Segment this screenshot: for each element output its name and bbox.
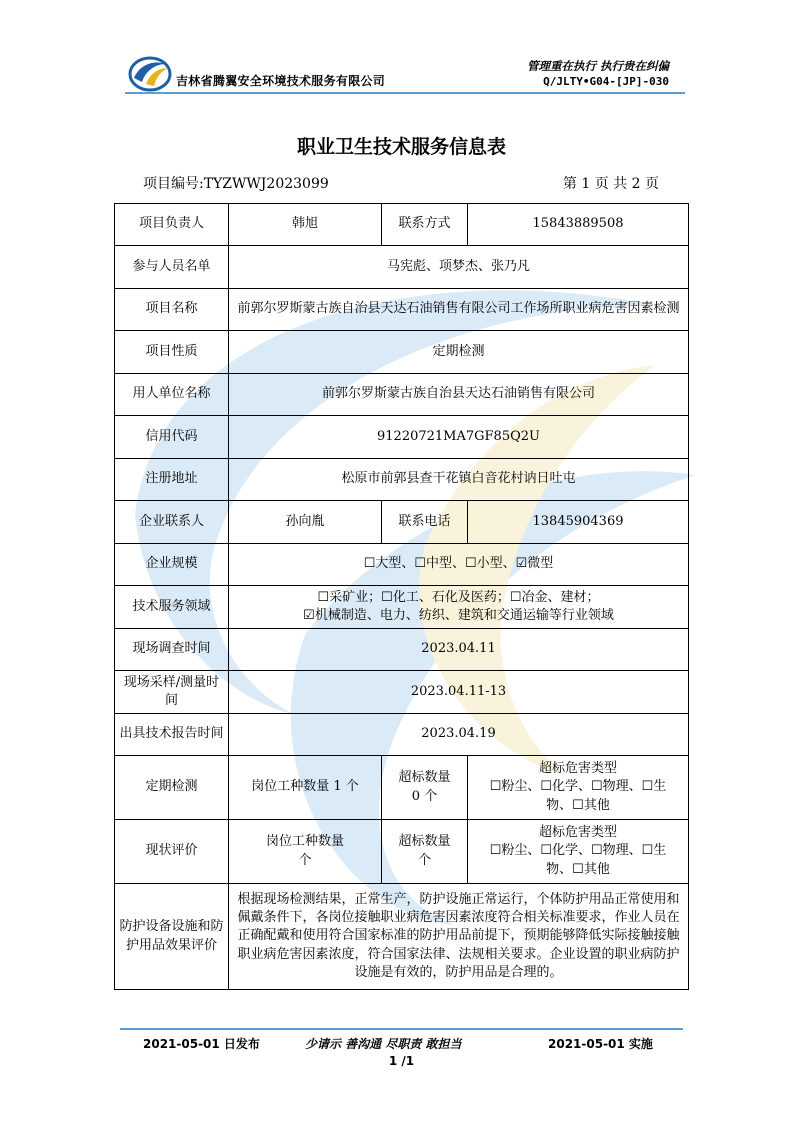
phone-value: 13845904369 [468,501,689,544]
company-name: 吉林省腾翼安全环境技术服务有限公司 [176,74,386,88]
sampling-time-value: 2023.04.11-13 [229,671,689,714]
table-row [115,586,689,629]
page-title: 职业卫生技术服务信息表 [296,136,506,158]
table-row [115,756,689,820]
status-posts [229,820,382,884]
status-eval-label: 现状评价 [115,820,229,884]
employer-value: 前郭尔罗斯蒙古族自治县天达石油销售有限公司 [229,374,689,416]
status-hazard-title: 超标危害类型 [538,825,617,841]
project-number: 项目编号:TYZWWJ2023099 [143,176,329,192]
address-label: 注册地址 [115,459,229,501]
table-row [115,246,689,289]
table-row [115,544,689,586]
table-row [115,204,689,246]
implement-date: 2021-05-01 实施 [548,1037,653,1051]
periodic-posts: 岗位工种数量 1 个 [229,756,382,820]
status-posts-unit: 个 [298,852,312,868]
scale-label: 企业规模 [115,544,229,586]
project-name-label: 项目名称 [115,289,229,331]
scale-value: ☐大型、☐中型、☐小型、☑微型 [229,544,689,586]
footer-motto: 少请示 善沟通 尽职责 敢担当 [305,1037,462,1051]
service-field-line: ☑机械制造、电力、纺织、建筑和交通运输等行业领域 [303,608,614,623]
contact-label: 联系方式 [382,204,468,246]
periodic-hazard-title: 超标危害类型 [538,761,617,777]
employer-label: 用人单位名称 [115,374,229,416]
status-posts-label: 岗位工种数量 [265,834,344,850]
nature-value: 定期检测 [229,331,689,374]
info-table [114,203,689,990]
protection-eval-value: 根据现场检测结果，正常生产，防护设施正常运行，个体防护用品正常使用和佩戴条件下，各岗位接触职业病危害因素浓度符合相关标准要求，作业人员在正确配戴和使用符合国家标准的防护用品前提下，预期能够降低实际接触接触职业病危害因素浓度，符合国家法律、法规相关要求。企业设置的职业病防护设施是有效的，防护用品是合理的。 [229,884,689,990]
service-field-line: ☐采矿业；☐化工、石化及医药；☐冶金、建材； [317,589,600,605]
members-label: 参与人员名单 [115,246,229,289]
credit-code-label: 信用代码 [115,416,229,459]
status-hazard-types [468,820,689,884]
table-row [115,374,689,416]
members-value: 马宪彪、项梦杰、张乃凡 [229,246,689,289]
company-logo-icon [128,54,172,92]
page-count: 第 1 页 共 2 页 [562,176,659,192]
credit-code-value: 91220721MA7GF85Q2U [229,416,689,459]
address-value: 松原市前郭县查干花镇白音花村讷日吐屯 [229,459,689,501]
periodic-exceed [382,756,468,820]
status-hazard-options: 物、☐其他 [546,861,610,877]
table-row [115,289,689,331]
document-code: Q/JLTY•G04-[JP]-030 [543,75,669,88]
enterprise-contact-label: 企业联系人 [115,501,229,544]
table-row [115,501,689,544]
periodic-exceed-count: 0 个 [411,788,438,804]
table-row [115,671,689,714]
table-row [115,714,689,756]
survey-time-label: 现场调查时间 [115,629,229,671]
status-hazard-options: ☐粉尘、☐化学、☐物理、☐生 [489,843,667,859]
footer-divider [120,1028,683,1030]
sampling-time-label: 现场采样/测量时间 [115,671,229,714]
status-exceed-unit: 个 [417,852,431,868]
periodic-hazard-options: 物、☐其他 [546,797,610,813]
leader-label: 项目负责人 [115,204,229,246]
table-row [115,884,689,990]
service-field-value [229,586,689,629]
protection-eval-label: 防护设备设施和防护用品效果评价 [115,884,229,990]
report-time-value: 2023.04.19 [229,714,689,756]
table-row [115,459,689,501]
status-exceed [382,820,468,884]
enterprise-contact-value: 孙向胤 [229,501,382,544]
project-name-value: 前郭尔罗斯蒙古族自治县天达石油销售有限公司工作场所职业病危害因素检测 [229,289,689,331]
table-row [115,629,689,671]
report-time-label: 出具技术报告时间 [115,714,229,756]
survey-time-value: 2023.04.11 [229,629,689,671]
issue-date: 2021-05-01 日发布 [143,1037,260,1051]
table-row [115,331,689,374]
service-field-label: 技术服务领域 [115,586,229,629]
periodic-hazard-options: ☐粉尘、☐化学、☐物理、☐生 [489,779,667,795]
contact-value: 15843889508 [468,204,689,246]
footer-page-number: 1 /1 [388,1054,415,1068]
table-row [115,820,689,884]
header-motto: 管理重在执行 执行贵在纠偏 [526,59,669,73]
table-row [115,416,689,459]
header-divider [125,92,685,94]
nature-label: 项目性质 [115,331,229,374]
periodic-exceed-label: 超标数量 [398,770,451,786]
phone-label: 联系电话 [382,501,468,544]
periodic-test-label: 定期检测 [115,756,229,820]
periodic-hazard-types [468,756,689,820]
leader-value: 韩旭 [229,204,382,246]
status-exceed-label: 超标数量 [398,834,451,850]
